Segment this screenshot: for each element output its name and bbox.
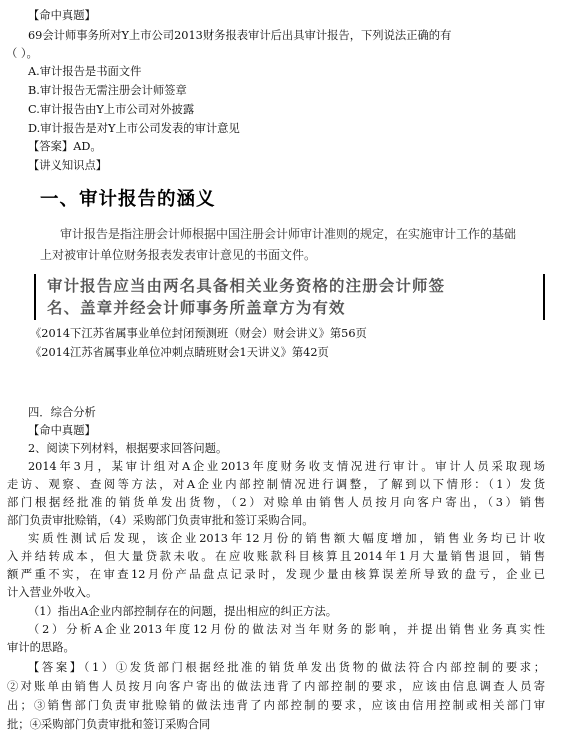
- material-line: 计入营业外收入。: [7, 586, 98, 599]
- option-a: A.审计报告是书面文件: [28, 65, 142, 78]
- material-line: 部门负责审批赊销，（4）采购部门负责审批和签订采购合同。: [7, 514, 314, 527]
- question-intro: 2、阅读下列材料，根据要求回答问题。: [28, 442, 228, 455]
- answer-line: 出；③销售部门负责审批赊销的做法违背了内部控制的要求，应该由信用控制或相关部门审: [7, 699, 545, 712]
- requirement-2: （2）分析A企业2013年度12月份的做法对当年财务的影响，并提出销售业务真实性: [28, 623, 545, 636]
- reference-line: 《2014江苏省属事业单位冲刺点睛班财会1天讲义》第42页: [30, 346, 329, 359]
- definition-line: 审计报告是指注册会计师根据中国注册会计师审计准则的规定，在实施审计工作的基础: [60, 227, 517, 241]
- emphasis-right-bar: [543, 274, 545, 320]
- question-blank: （ ）。: [6, 47, 38, 60]
- material-line: 走访、观察、查阅等方法，对A企业内部控制情况进行调整，了解到以下情形：（1）发货: [7, 478, 545, 491]
- emphasis-line: 名、盖章并经会计师事务所盖章方为有效: [47, 299, 346, 317]
- option-b: B.审计报告无需注册会计师签章: [28, 84, 187, 97]
- material-line: 额严重不实，在审查12月份产品盘点记录时，发现少量由核算误差所导致的盘亏，企业已: [7, 568, 545, 581]
- option-c: C.审计报告由Y上市公司对外披露: [28, 103, 195, 116]
- question-tag: 【命中真题】: [28, 9, 96, 22]
- material-line: 部门根据经批准的销货单发出货物，（2）对赊单由销售人员按月向客户寄出，（3）销售: [7, 496, 545, 509]
- answer-line: 【答案】AD。: [28, 140, 102, 153]
- section-heading: 一、审计报告的涵义: [40, 189, 216, 210]
- emphasis-line: 审计报告应当由两名具备相关业务资格的注册会计师签: [47, 277, 446, 295]
- material-line: 入并结转成本，但大量贷款未收。在应收账款科目核算且2014年1月大量销售退回，销售: [7, 550, 545, 563]
- lecture-tag: 【讲义知识点】: [28, 159, 108, 172]
- requirement-1: （1）指出A企业内部控制存在的问题，提出相应的纠正方法。: [28, 605, 338, 618]
- reference-line: 《2014下江苏省属事业单位封闭预测班（财会）财会讲义》第56页: [30, 327, 367, 340]
- part-title: 四．综合分析: [28, 406, 96, 419]
- question-line: 69会计师事务所对Y上市公司2013财务报表审计后出具审计报告，下列说法正确的有: [28, 29, 452, 42]
- option-d: D.审计报告是对Y上市公司发表的审计意见: [28, 122, 240, 135]
- answer-line: 批；④采购部门负责审批和签订采购合同: [7, 718, 211, 731]
- emphasis-left-bar: [34, 274, 36, 320]
- answer-line: 【答案】（1）①发货部门根据经批准的销货单发出货物的做法符合内部控制的要求；: [28, 661, 545, 674]
- definition-line: 上对被审计单位财务报表发表审计意见的书面文件。: [40, 248, 317, 262]
- material-line: 实质性测试后发现，该企业2013年12月份的销售额大幅度增加，销售业务均已计收: [28, 532, 545, 545]
- answer-line: ②对账单由销售人员按月向客户寄出的做法违背了内部控制的要求，应该由信息调查人员寄: [7, 680, 545, 693]
- requirement-2-cont: 审计的思路。: [7, 641, 75, 654]
- question-tag: 【命中真题】: [28, 424, 96, 437]
- material-line: 2014年3月，某审计组对A企业2013年度财务收支情况进行审计。审计人员采取现场: [28, 460, 545, 473]
